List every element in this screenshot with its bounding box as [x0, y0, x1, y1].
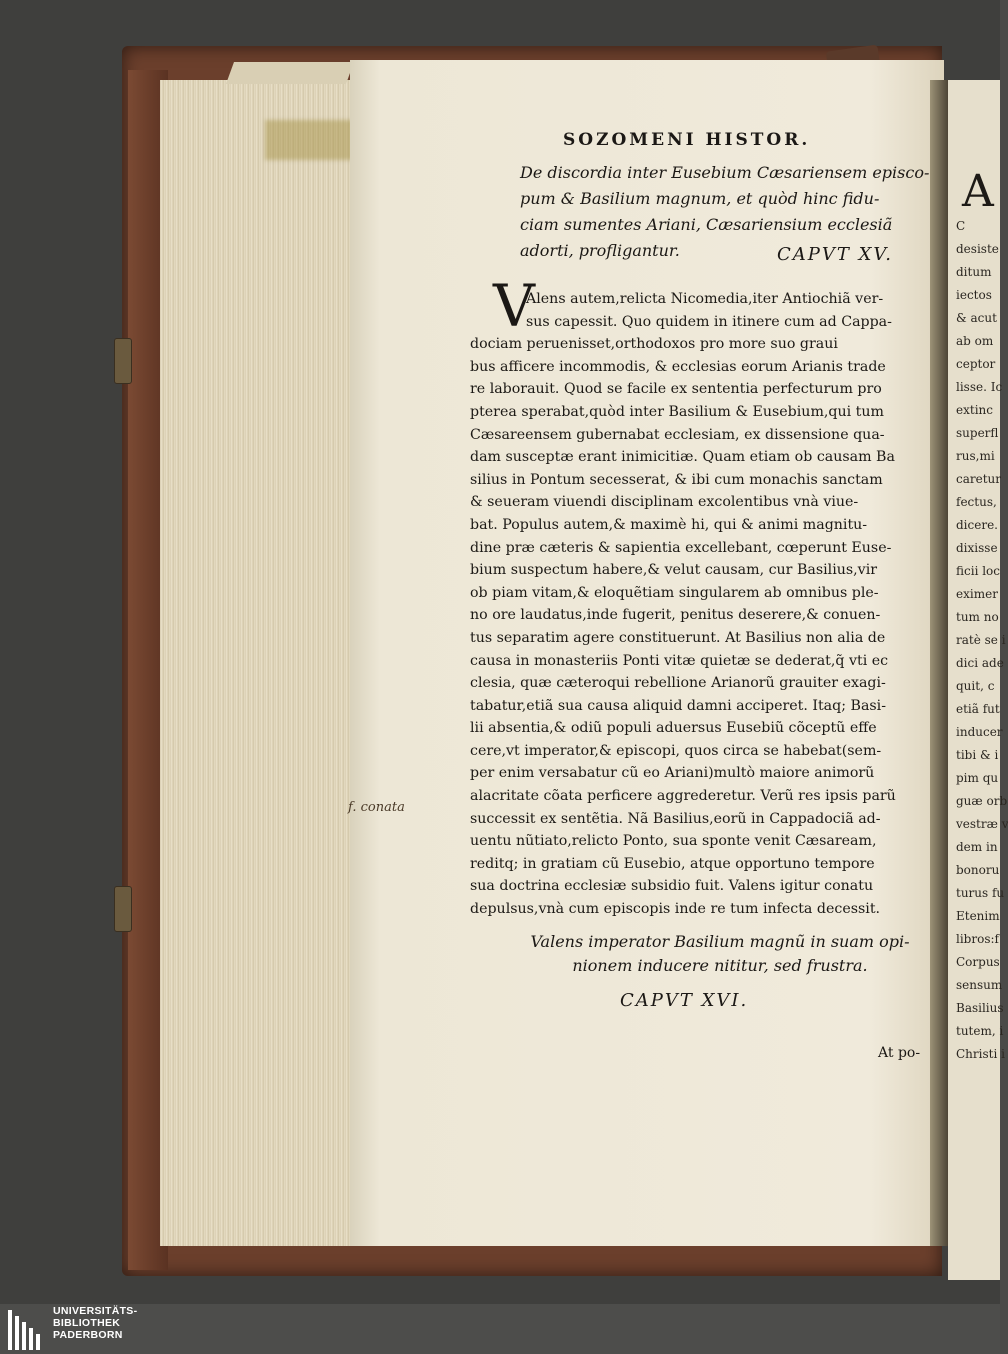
heading-line: pum & Basilium magnum, et quòd hinc fidu- [520, 189, 880, 208]
text-line: successit ex sentẽtia. Nã Basilius,eorũ in Cappadociã ad- [470, 810, 881, 827]
right-page-fragment: dixisse [956, 541, 998, 555]
right-page-fragment: tibi & i [956, 748, 999, 762]
text-line: tus separatim agere constituerunt. At Basilius non alia de [470, 629, 886, 646]
heading-line: ciam sumentes Ariani, Cæsariensium ecclesiã [520, 215, 893, 234]
right-page-fragment: & acut [956, 311, 997, 325]
right-page-initial: A [962, 166, 994, 217]
text-line: tabatur,etiã sua causa aliquid damni acciperet. Itaq; Basi- [470, 697, 887, 714]
edge-stain [265, 120, 355, 160]
chapter-heading-2 [520, 930, 920, 978]
right-page-fragment: fectus, [956, 495, 997, 509]
text-line: re laborauit. Quod se facile ex sententia perfecturum pro [470, 381, 882, 398]
library-name-line: BIBLIOTHEK [53, 1317, 121, 1329]
right-page-fragment: desiste [956, 242, 999, 256]
library-logo-icon [6, 1306, 46, 1350]
text-line: Alens autem,relicta Nicomedia,iter Antiochiã ver- [526, 291, 884, 307]
right-page-fragment: extinc [956, 403, 993, 417]
right-page-fragment: ceptor [956, 357, 996, 371]
right-page-fragment: libros:f [956, 932, 999, 946]
text-line: dociam peruenisset,orthodoxos pro more suo graui [470, 336, 838, 353]
right-page-fragment: Etenim [956, 909, 1000, 923]
footer-bar [0, 1304, 1000, 1354]
text-line: pterea sperabat,quòd inter Basilium & Eusebium,qui tum [470, 403, 884, 420]
text-line: sua doctrina ecclesiæ subsidio fuit. Valens igitur conatu [470, 878, 874, 895]
clasp-upper [114, 338, 132, 384]
heading-line: Valens imperator Basilium magnũ in suam opi- [530, 932, 910, 951]
right-page-fragment: superfl [956, 426, 999, 440]
right-page-fragment: ab om [956, 334, 994, 348]
heading-line: adorti, profligantur. [520, 241, 680, 260]
text-line: no ore laudatus,inde fugerit, penitus deserere,& conuen- [470, 607, 881, 624]
text-line: alacritate cõata perficere aggrederetur. Verũ res ipsis parũ [470, 788, 896, 805]
text-line: silius in Pontum secesserat, & ibi cum monachis sanctam [470, 471, 883, 488]
right-page-fragment: tum no [956, 610, 999, 624]
right-page-fragment: eximer [956, 587, 998, 601]
text-line: depulsus,vnà cum episcopis inde re tum infecta decessit. [470, 901, 881, 918]
right-page-fragment: bonoru [956, 863, 1000, 877]
right-page-fragment: iectos [956, 288, 992, 302]
right-page-fragment: caretur [956, 472, 1001, 486]
right-page-fragment: Corpus [956, 955, 1000, 969]
text-line: sus capessit. Quo quidem in itinere cum ad Cappa- [526, 313, 892, 330]
right-page-fragment: vestræ v [956, 817, 1008, 831]
text-line: causa in monasteriis Ponti vitæ quietæ se dederat,q̃ vti ec [470, 652, 889, 669]
heading-line: nionem inducere nititur, sed frustra. [572, 956, 868, 975]
clasp-lower [114, 886, 132, 932]
right-page-fragment: etiã fut [956, 702, 1000, 716]
right-page-fragment: C [956, 219, 966, 233]
running-head: SOZOMENI HISTOR. [563, 130, 811, 150]
marginal-note: f. conata [348, 800, 405, 815]
right-page-fragment: lisse. Ic [956, 380, 1003, 394]
chapter-number-2: CAPVT XVI. [620, 990, 749, 1011]
page-edge-top [226, 62, 354, 84]
text-line: lii absentia,& odiũ populi aduersus Eusebiũ cõceptũ effe [470, 720, 877, 737]
text-line: Cæsareensem gubernabat ecclesiam, ex dissensione qua- [470, 426, 885, 443]
text-line: bium suspectum habere,& velut causam, cur Basilius,vir [470, 562, 878, 579]
right-page-fragment: ratè se i [956, 633, 1006, 647]
text-line: reditq; in gratiam cũ Eusebio, atque opportuno tempore [470, 855, 875, 872]
body-text [470, 288, 930, 921]
chapter-number: CAPVT XV. [777, 244, 893, 265]
text-line: clesia, quæ cæteroqui rebellione Arianorũ grauiter exagi- [470, 675, 886, 692]
text-line: per enim versabatur cũ eo Ariani)multò maiore animorũ [470, 765, 875, 782]
right-page-fragment: dicere. [956, 518, 998, 532]
page-edges [160, 80, 362, 1246]
library-name-line: UNIVERSITÄTS- [53, 1305, 138, 1317]
catchword: At po- [878, 1045, 921, 1061]
right-page-fragment: ficii loc [956, 564, 1000, 578]
right-page [948, 80, 1008, 1280]
right-page-fragment: dem in [956, 840, 998, 854]
right-page-fragment: rus,mi [956, 449, 995, 463]
text-line: cere,vt imperator,& episcopi, quos circa se habebat(sem- [470, 742, 882, 759]
text-line: ob piam vitam,& eloquẽtiam singularem ab omnibus ple- [470, 584, 879, 601]
drop-cap: V [493, 272, 535, 340]
right-page-fragment: sensum [956, 978, 1003, 992]
right-page-fragment: pim qu [956, 771, 999, 785]
text-line: dine præ cæteris & sapientia excellebant, cœperunt Euse- [470, 539, 892, 556]
right-page-fragment: tutem, i [956, 1024, 1004, 1038]
right-page-fragment: ditum [956, 265, 992, 279]
right-page-fragment: Basilius [956, 1001, 1004, 1015]
right-page-fragment: quit, c [956, 679, 995, 693]
text-line: bus afficere incommodis, & ecclesias eorum Arianis trade [470, 358, 886, 375]
library-name-line: PADERBORN [53, 1329, 123, 1341]
right-page-fragment: dici ade [956, 656, 1004, 670]
text-line: uentu nũtiato,relicto Ponto, sua sponte venit Cæsaream, [470, 833, 877, 850]
right-page-fragment: inducer [956, 725, 1003, 739]
text-line: & seueram viuendi disciplinam excolentibus vnà viue- [470, 494, 859, 511]
right-page-fragment: Christi i [956, 1047, 1005, 1061]
text-line: dam susceptæ erant inimicitiæ. Quam etiam ob causam Ba [470, 449, 895, 466]
heading-line: De discordia inter Eusebium Cæsariensem episco- [520, 163, 930, 182]
right-page-fragment: guæ orb [956, 794, 1008, 808]
text-line: bat. Populus autem,& maximè hi, qui & animi magnitu- [470, 516, 868, 533]
right-page-fragment: turus fu [956, 886, 1005, 900]
